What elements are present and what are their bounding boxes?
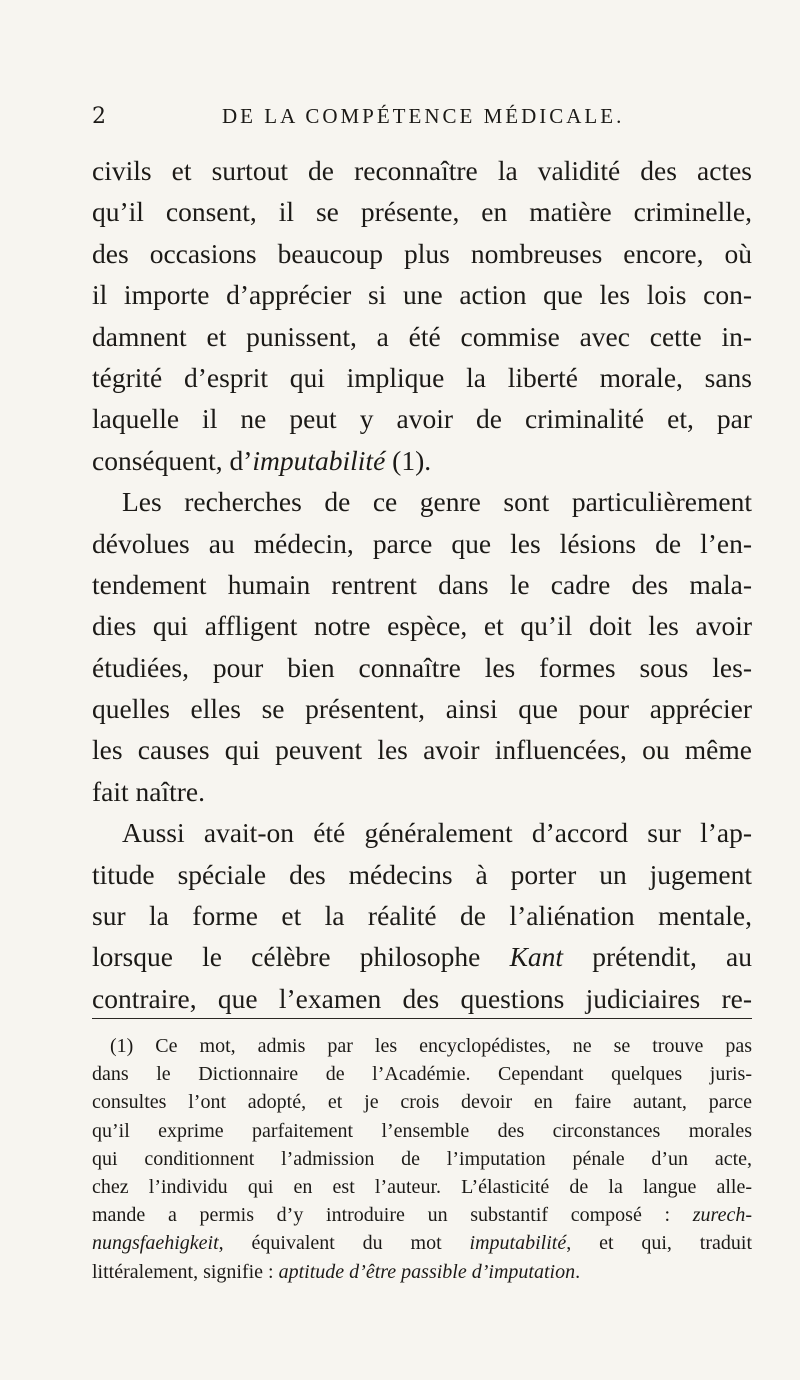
italic-term: nungsfaehigkeit <box>92 1232 219 1255</box>
footnote-line: qu’il exprime parfaitement l’ensemble des circonstances morales <box>92 1119 752 1142</box>
italic-name: Kant <box>509 941 564 973</box>
footnote-line: (1) Ce mot, admis par les encyclopédistes, ne se trouve pas <box>110 1035 752 1057</box>
footnote-line: consultes l’ont adopté, et je crois devoir en faire autant, parce <box>92 1091 752 1114</box>
text-line: titude spéciale des médecins à porter un jugement <box>92 858 752 890</box>
text-line: civils et surtout de reconnaître la validité des actes <box>92 155 752 186</box>
footnote-separator <box>92 1018 752 1019</box>
page-header <box>92 104 752 144</box>
text-line: des occasions beaucoup plus nombreuses encore, où <box>92 237 752 269</box>
footnote-line: chez l’individu qui en est l’auteur. L’élasticité de la langue alle- <box>92 1175 752 1198</box>
text-line: qu’il consent, il se présente, en matière criminelle, <box>92 196 752 228</box>
italic-term: aptitude d’être passible d’imputation <box>278 1260 576 1283</box>
text-line: sur la forme et la réalité de l’aliénation mentale, <box>92 900 752 932</box>
footnote-line: dans le Dictionnaire de l’Académie. Cependant quelques juris- <box>92 1063 752 1086</box>
text-line: tégrité d’esprit qui implique la liberté morale, sans <box>92 361 752 393</box>
italic-term: zurech- <box>692 1204 752 1227</box>
text-line: tendement humain rentrent dans le cadre des mala- <box>92 568 752 600</box>
footnote <box>92 1032 752 1286</box>
footnote-line: nungsfaehigkeit, équivalent du mot imputabilité, et qui, traduit <box>92 1232 752 1255</box>
italic-term: imputabilité <box>469 1232 567 1255</box>
footnote-line: qui conditionnent l’admission de l’imputation pénale d’un acte, <box>92 1147 752 1170</box>
italic-term: imputabilité <box>252 444 386 476</box>
text-line: damnent et punissent, a été commise avec cette in- <box>92 320 752 352</box>
page-number: 2 <box>92 104 107 129</box>
text-line: étudiées, pour bien connaître les formes sous les- <box>92 651 752 683</box>
running-head: DE LA COMPÉTENCE MÉDICALE. <box>222 104 625 128</box>
text-line: les causes qui peuvent les avoir influencées, ou même <box>92 734 752 766</box>
text-line: lorsque le célèbre philosophe Kant prétendit, au <box>92 941 752 973</box>
text-line: laquelle il ne peut y avoir de criminalité et, par <box>92 403 752 435</box>
text-line: fait naître. <box>92 775 205 807</box>
text-line: dévolues au médecin, parce que les lésions de l’en- <box>92 527 752 559</box>
text-line: quelles elles se présentent, ainsi que pour apprécier <box>92 693 752 725</box>
text-line: il importe d’apprécier si une action que les lois con- <box>92 279 752 311</box>
text-line: conséquent, d’imputabilité (1). <box>92 444 432 476</box>
text-line: Les recherches de ce genre sont particulièrement <box>122 486 752 518</box>
text-line: Aussi avait-on été généralement d’accord sur l’ap- <box>122 817 752 849</box>
footnote-line: mande a permis d’y introduire un substantif composé : zurech- <box>92 1204 752 1227</box>
main-text <box>92 150 752 1019</box>
footnote-line: littéralement, signifie : aptitude d’être passible d’imputation. <box>92 1260 581 1283</box>
text-line: dies qui affligent notre espèce, et qu’il doit les avoir <box>92 610 752 642</box>
text-line: contraire, que l’examen des questions judiciaires re- <box>92 982 752 1014</box>
